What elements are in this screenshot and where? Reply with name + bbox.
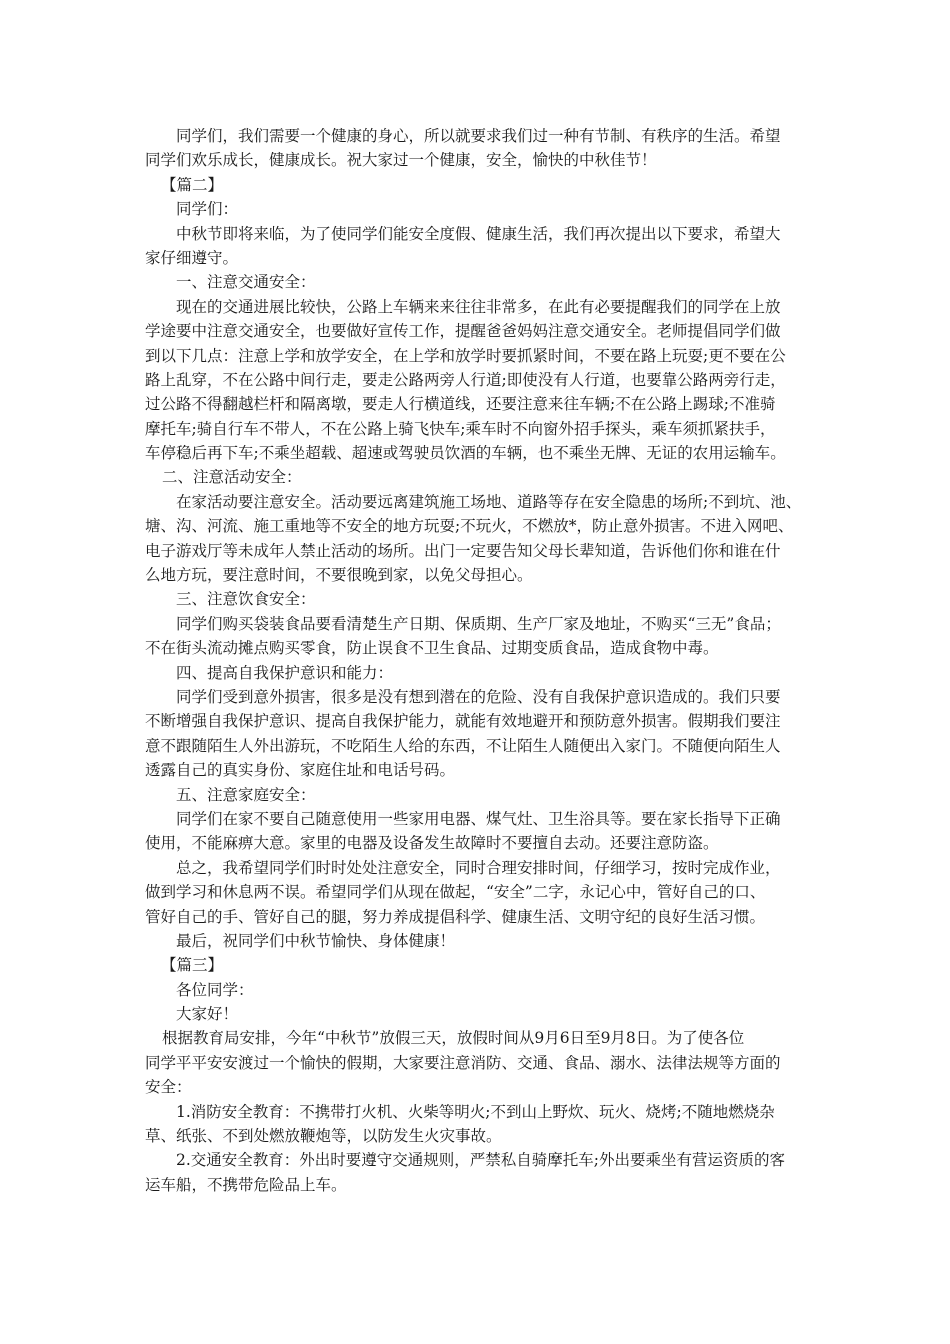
text-line: 同学们在家不要自己随意使用一些家用电器、煤气灶、卫生浴具等。要在家长指导下正确 xyxy=(176,809,781,828)
text-line: 同学们购买袋装食品要看清楚生产日期、保质期、生产厂家及地址，不购买“三无”食品； xyxy=(176,614,781,633)
text-line: 二、注意活动安全： xyxy=(162,468,302,487)
text-line: 一、注意交通安全： xyxy=(176,273,316,292)
text-line: 最后，祝同学们中秋节愉快、身体健康！ xyxy=(176,931,456,950)
text-line: 电子游戏厅等未成年人禁止活动的场所。出门一定要告知父母长辈知道，告诉他们你和谁在什 xyxy=(145,541,781,560)
text-line: 路上乱穿，不在公路中间行走，要走公路两旁人行道;即使没有人行道，也要靠公路两旁行走， xyxy=(145,370,786,389)
text-line: 管好自己的手、管好自己的腿，努力养成提倡科学、健康生活、文明守纪的良好生活习惯。 xyxy=(145,907,766,926)
text-line: 不在街头流动摊点购买零食，防止误食不卫生食品、过期变质食品，造成食物中毒。 xyxy=(145,639,719,658)
text-line: 五、注意家庭安全： xyxy=(176,785,316,804)
text-line: 做到学习和休息两不误。希望同学们从现在做起，“安全”二字，永记心中，管好自己的口、 xyxy=(145,883,766,902)
text-line: 各位同学： xyxy=(176,980,254,999)
text-line: 透露自己的真实身份、家庭住址和电话号码。 xyxy=(145,761,456,780)
text-line: 运车船，不携带危险品上车。 xyxy=(145,1175,347,1194)
text-line: 同学平平安安渡过一个愉快的假期，大家要注意消防、交通、食品、溺水、法律法规等方面的 xyxy=(145,1053,781,1072)
text-line: 么地方玩，要注意时间，不要很晚到家，以免父母担心。 xyxy=(145,566,533,585)
text-line: 塘、沟、河流、施工重地等不安全的地方玩耍;不玩火，不燃放*，防止意外损害。不进入网吧、 xyxy=(145,517,794,536)
text-line: 使用，不能麻痹大意。家里的电器及设备发生故障时不要擅自去动。还要注意防盗。 xyxy=(145,834,719,853)
document-body xyxy=(145,124,815,1197)
text-line: 三、注意饮食安全： xyxy=(176,590,316,609)
text-line: 家仔细遵守。 xyxy=(145,248,239,267)
text-line: 不断增强自我保护意识、提高自我保护能力，就能有效地避开和预防意外损害。假期我们要注 xyxy=(145,712,781,731)
text-line: 同学们，我们需要一个健康的身心，所以就要求我们过一种有节制、有秩序的生活。希望 xyxy=(176,127,781,145)
text-line: 中秋节即将来临，为了使同学们能安全度假、健康生活，我们再次提出以下要求，希望大 xyxy=(176,224,781,243)
text-line: 学途要中注意交通安全，也要做好宣传工作，提醒爸爸妈妈注意交通安全。老师提倡同学们做 xyxy=(145,322,781,341)
text-line: 2.交通安全教育：外出时要遵守交通规则，严禁私自骑摩托车;外出要乘坐有营运资质的客 xyxy=(176,1151,786,1170)
text-line: 四、提高自我保护意识和能力： xyxy=(176,663,394,682)
text-line: 总之，我希望同学们时时处处注意安全，同时合理安排时间，仔细学习，按时完成作业， xyxy=(176,858,781,877)
text-line: 车停稳后再下车;不乘坐超载、超速或驾驶员饮酒的车辆，也不乘坐无牌、无证的农用运输车。 xyxy=(145,444,786,463)
text-line: 现在的交通进展比较快，公路上车辆来来往往非常多，在此有必要提醒我们的同学在上放 xyxy=(176,297,781,316)
text-line: 过公路不得翻越栏杆和隔离墩，要走人行横道线，还要注意来往车辆;不在公路上踢球;不准骑 xyxy=(145,395,776,414)
text-line: 1.消防安全教育：不携带打火机、火柴等明火;不到山上野炊、玩火、烧烤;不随地燃烧杂 xyxy=(176,1102,775,1121)
text-line: 同学们欢乐成长，健康成长。祝大家过一个健康，安全，愉快的中秋佳节！ xyxy=(145,151,657,170)
text-line: 同学们： xyxy=(176,200,239,219)
text-line: 同学们受到意外损害，很多是没有想到潜在的危险、没有自我保护意识造成的。我们只要 xyxy=(176,687,781,706)
text-line: 根据教育局安排，今年“中秋节”放假三天，放假时间从9月6日至9月8日。为了使各位 xyxy=(162,1029,745,1048)
text-line: 摩托车;骑自行车不带人，不在公路上骑飞快车;乘车时不向窗外招手探头，乘车须抓紧扶手， xyxy=(145,419,776,438)
text-line: 在家活动要注意安全。活动要远离建筑施工场地、道路等存在安全隐患的场所;不到坑、池、 xyxy=(176,492,802,511)
text-line: 草、纸张、不到处燃放鞭炮等，以防发生火灾事故。 xyxy=(145,1127,502,1146)
text-line: 【篇三】 xyxy=(161,956,224,975)
text-line: 到以下几点：注意上学和放学安全，在上学和放学时要抓紧时间，不要在路上玩耍;更不要在公 xyxy=(145,346,786,365)
text-line: 【篇二】 xyxy=(161,175,224,194)
text-line: 大家好！ xyxy=(176,1005,239,1024)
text-line: 安全： xyxy=(145,1078,192,1097)
text-line: 意不跟随陌生人外出游玩，不吃陌生人给的东西，不让陌生人随便出入家门。不随便向陌生人 xyxy=(145,736,781,755)
